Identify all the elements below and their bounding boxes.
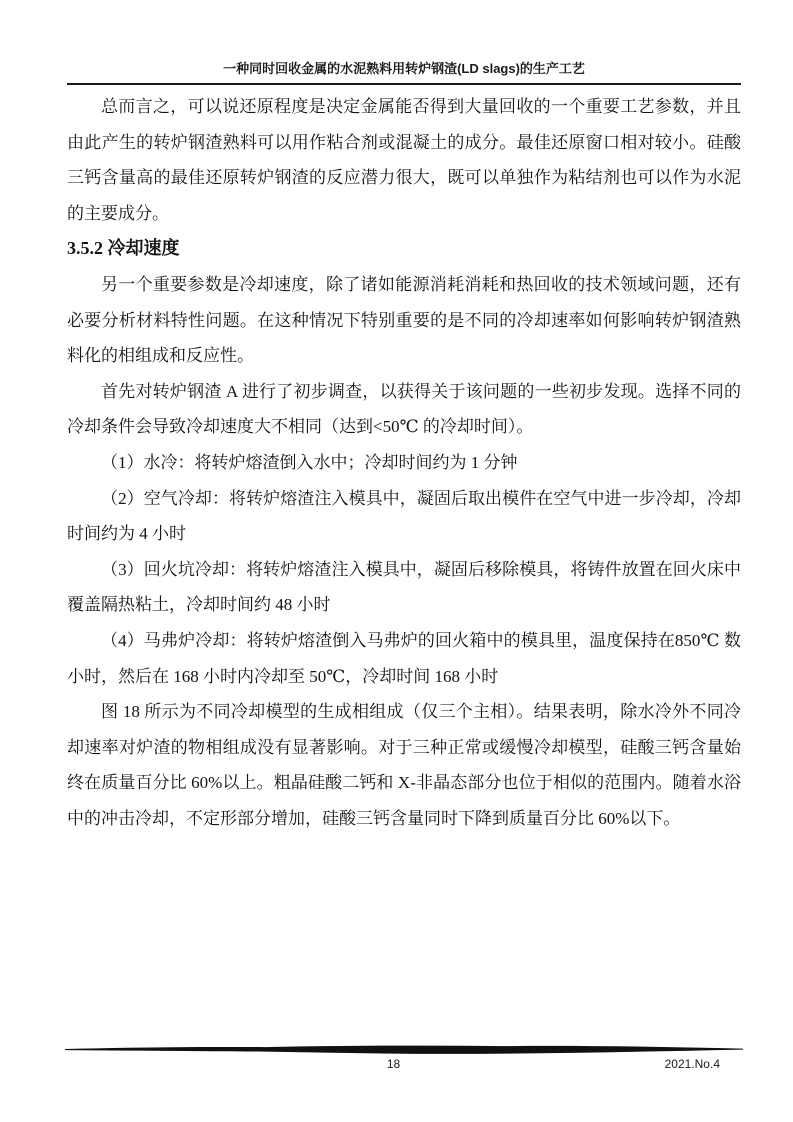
- paragraph-summary: 总而言之，可以说还原程度是决定金属能否得到大量回收的一个重要工艺参数，并且由此产生的转炉钢渣熟料可以用作粘合剂或混凝土的成分。最佳还原窗口相对较小。硅酸三钙含量高的最佳还原转炉钢渣的反应潜力很大，既可以单独作为粘结剂也可以作为水泥的主要成分。: [67, 97, 741, 223]
- footer-rule-line: [65, 1044, 743, 1056]
- section-heading-3-5-2: 3.5.2 冷却速度: [67, 238, 180, 259]
- page-footer: [67, 1056, 720, 1072]
- issue-label: 2021.No.4: [664, 1057, 720, 1071]
- paragraph-cooling-intro: 另一个重要参数是冷却速度，除了诸如能源消耗消耗和热回收的技术领域问题，还有必要分析材料特性问题。在这种情况下特别重要的是不同的冷却速率如何影响转炉钢渣熟料化的相组成和反应性。: [67, 274, 741, 366]
- list-item-tempering-pit-cooling: （3）回火坑冷却：将转炉熔渣注入模具中，凝固后移除模具，将铸件放置在回火床中覆盖隔热粘土，冷却时间约 48 小时: [67, 559, 741, 615]
- running-header-title: 一种同时回收金属的水泥熟料用转炉钢渣(LD slags)的生产工艺: [223, 61, 585, 76]
- list-item-air-cooling: （2）空气冷却：将转炉熔渣注入模具中，凝固后取出模件在空气中进一步冷却，冷却时间约为 4 小时: [67, 488, 741, 544]
- paragraph-results: 图 18 所示为不同冷却模型的生成相组成（仅三个主相）。结果表明，除水冷外不同冷却速率对炉渣的物相组成没有显著影响。对于三种正常或缓慢冷却模型，硅酸三钙含量始终在质量百分比 60%以上。粗晶硅酸二钙和 X-非晶态部分也位于相似的范围内。随着水浴中的冲击冷却，不定形部分增加，硅酸三钙含量同时下降到质量百分比 60%以下。: [67, 702, 741, 828]
- list-item-muffle-furnace-cooling: （4）马弗炉冷却：将转炉熔渣倒入马弗炉的回火箱中的模具里，温度保持在850℃ 数小时，然后在 168 小时内冷却至 50℃，冷却时间 168 小时: [67, 630, 741, 686]
- page-number: 18: [386, 1057, 401, 1071]
- document-body: [67, 89, 741, 836]
- thick-divider-line: [65, 1044, 743, 1056]
- list-item-water-cooling: （1）水冷：将转炉熔渣倒入水中；冷却时间约为 1 分钟: [101, 452, 518, 472]
- paragraph-survey: 首先对转炉钢渣 A 进行了初步调查，以获得关于该问题的一些初步发现。选择不同的冷却条件会导致冷却速度大不相同（达到<50℃ 的冷却时间）。: [67, 381, 741, 437]
- page-header: [67, 61, 741, 85]
